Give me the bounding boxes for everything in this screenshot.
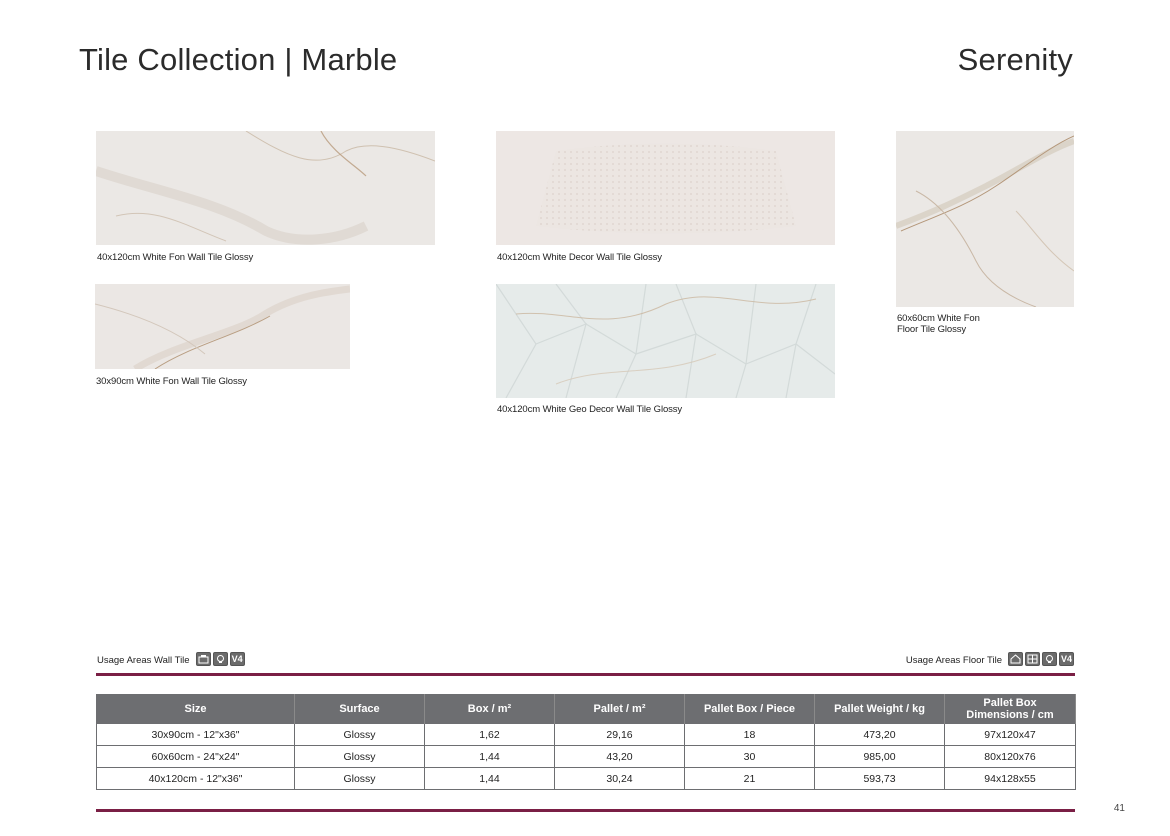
house-icon — [1008, 652, 1023, 666]
table-header-row — [97, 694, 1076, 724]
v4-icon: V4 — [1060, 654, 1072, 664]
usage-wall-label: Usage Areas Wall Tile — [97, 655, 190, 666]
cell-box-m2: 1,62 — [425, 724, 555, 746]
tile-caption: 40x120cm White Decor Wall Tile Glossy — [497, 252, 662, 263]
cell-pallet-m2: 30,24 — [555, 768, 685, 790]
tile-caption-line2: Floor Tile Glossy — [897, 324, 967, 335]
series-name: Serenity — [957, 42, 1073, 77]
tile-image-white-fon-60x60 — [896, 131, 1074, 307]
grid-icon — [1025, 652, 1040, 666]
col-header-pallet-m2: Pallet / m² — [555, 694, 685, 724]
tile-caption: 30x90cm White Fon Wall Tile Glossy — [96, 376, 247, 387]
tile-caption: 40x120cm White Fon Wall Tile Glossy — [97, 252, 254, 263]
cell-size: 40x120cm - 12"x36" — [97, 768, 295, 790]
cell-box-m2: 1,44 — [425, 746, 555, 768]
col-header-surface: Surface — [295, 694, 425, 724]
page-number: 41 — [1113, 803, 1125, 814]
cell-dimensions: 94x128x55 — [945, 768, 1076, 790]
tile-caption: 40x120cm White Geo Decor Wall Tile Glossy — [497, 404, 683, 415]
col-header-box-m2: Box / m² — [425, 694, 555, 724]
accent-rule-bottom — [96, 809, 1075, 812]
cell-surface: Glossy — [295, 724, 425, 746]
tile-image-white-decor-40x120 — [496, 131, 835, 245]
col-header-dim-line1: Pallet Box — [983, 696, 1037, 709]
usage-areas-floor — [906, 652, 1074, 666]
col-header-size: Size — [97, 694, 295, 724]
cell-pallet-box: 18 — [685, 724, 815, 746]
col-header-pallet-box-piece: Pallet Box / Piece — [685, 694, 815, 724]
cell-dimensions: 80x120x76 — [945, 746, 1076, 768]
col-header-pallet-weight: Pallet Weight / kg — [815, 694, 945, 724]
usage-areas-wall — [97, 652, 245, 666]
col-header-dim-line2: Dimensions / cm — [966, 708, 1054, 721]
cell-size: 60x60cm - 24"x24" — [97, 746, 295, 768]
tile-caption — [897, 313, 980, 335]
v4-icon: V4 — [231, 654, 243, 664]
tile-caption-line1: 60x60cm White Fon — [897, 313, 980, 324]
usage-floor-label: Usage Areas Floor Tile — [905, 655, 1002, 666]
cell-pallet-weight: 473,20 — [815, 724, 945, 746]
cell-pallet-m2: 43,20 — [555, 746, 685, 768]
tile-image-white-fon-30x90 — [95, 284, 350, 369]
col-header-pallet-box-dimensions — [945, 694, 1076, 724]
cell-pallet-box: 21 — [685, 768, 815, 790]
cell-box-m2: 1,44 — [425, 768, 555, 790]
tile-image-white-geo-decor-40x120 — [496, 284, 835, 398]
cell-pallet-box: 30 — [685, 746, 815, 768]
cell-surface: Glossy — [295, 768, 425, 790]
cell-pallet-m2: 29,16 — [555, 724, 685, 746]
tile-image-white-fon-40x120 — [96, 131, 435, 245]
bathroom-icon — [1042, 652, 1057, 666]
cell-size: 30x90cm - 12"x36" — [97, 724, 295, 746]
accent-rule-top — [96, 673, 1075, 676]
cell-pallet-weight: 593,73 — [815, 768, 945, 790]
cell-surface: Glossy — [295, 746, 425, 768]
collection-title: Tile Collection | Marble — [79, 42, 398, 77]
bathroom-icon — [213, 652, 228, 666]
table-row — [97, 768, 1076, 790]
kitchen-icon — [196, 652, 211, 666]
specs-table — [96, 694, 1076, 790]
table-row — [97, 724, 1076, 746]
cell-dimensions: 97x120x47 — [945, 724, 1076, 746]
cell-pallet-weight: 985,00 — [815, 746, 945, 768]
table-row — [97, 746, 1076, 768]
